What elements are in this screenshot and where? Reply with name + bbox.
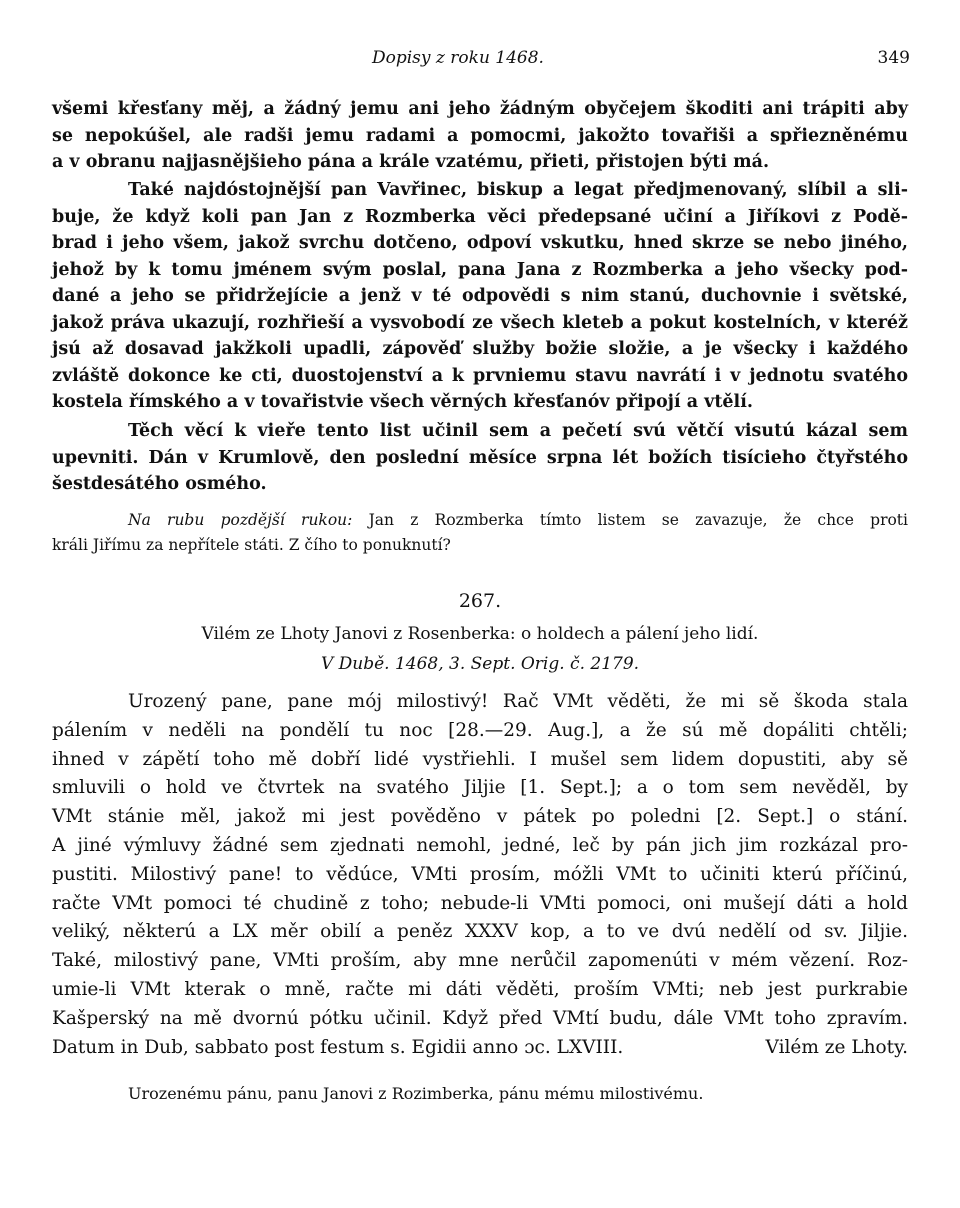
note-label: Na rubu pozdější rukou: [128, 511, 353, 529]
letter-line: Urozený pane, pane mój milostivý! Rač VMt věděti, že mi sě škoda stala [128, 691, 908, 712]
letter-line: VMt stánie měl, jakož mi jest pověděno v pátek po poledni [2. Sept.] o stání. [52, 806, 908, 828]
address-block [52, 1081, 908, 1106]
text-line: jakož práva ukazují, rozhřieší a vysvobodí ze všech kleteb a pokut kostelních, v kteréž [52, 312, 908, 333]
letter-line: umie-li VMt kterak o mně, račte mi dáti věděti, proším VMti; neb jest purkrabie [52, 978, 908, 1000]
letter-body [52, 688, 908, 1062]
paragraph-lawrence [52, 177, 908, 416]
document-source: V Dubě. 1468, 3. Sept. Orig. č. 2179. [320, 654, 640, 674]
text-line: všemi křesťany měj, a žádný jemu ani jeho žádným obyčejem škoditi ani trápiti aby [52, 99, 908, 119]
text-line: jehož by k tomu jménem svým poslal, pana Jana z Rozmberka a jeho všecky pod- [52, 259, 908, 280]
continuation-paragraph [52, 96, 908, 176]
text-line: zvláště dokonce ke cti, duostojenství a k prvniemu stavu navrátí i v jednotu svatého [52, 365, 908, 386]
text-line: buje, že když koli pan Jan z Rozmberka věci předepsané učiní a Jiříkovi z Podě- [52, 206, 908, 227]
letter-line: A jiné výmluvy žádné sem zjednati nemohl, jedné, leč by pán jich jim rozkázal pro- [52, 834, 908, 856]
note-line [52, 508, 908, 533]
letter-line: pálením v neděli na pondělí tu noc [28.—29. Aug.], a že sú mě dopáliti chtěli; [52, 719, 908, 741]
page-number: 349 [877, 48, 910, 68]
text-line: Těch věcí k vieře tento list učinil sem a pečetí svú větčí visutú kázal sem [128, 421, 908, 441]
letter-line: račte VMt pomoci té chudině z toho; nebude-li VMti pomoci, oni mušejí dáti a hold [52, 892, 908, 914]
letter-line: ihned v zápětí toho mě dobří lidé vystřiehli. I mušel sem lidem dopustiti, aby sě [52, 748, 908, 770]
letter-line: Kašperský na mě dvornú pótku učinil. Když před VMtí budu, dále VMt toho zpravím. [52, 1007, 908, 1029]
datum: Datum in Dub, sabbato post festum s. Egidii anno ɔc. LXVIII. [52, 1036, 624, 1058]
text-line: upevniti. Dán v Krumlově, den poslední měsíce srpna lét božích tisícieho čtyřstého [52, 447, 908, 468]
text-line: se nepokúšel, ale radši jemu radami a pomocmi, jakožto tovařiši a spřiezněnému [52, 125, 908, 146]
text-line: dané a jeho se přidržejície a jenž v té odpovědi s nim stanú, duchovnie i světské, [52, 286, 908, 306]
page-header [0, 48, 960, 74]
document-heading [52, 588, 908, 615]
letter-line: pustiti. Milostivý pane! to vědúce, VMti prosím, móžli VMt to učiniti kterú příčinú, [52, 863, 908, 885]
document-source-block [52, 651, 908, 678]
letter-line: veliký, některú a LX měr obilí a peněz XXXV kop, a to ve dvú nedělí od sv. Jiljie. [52, 921, 908, 943]
address: Urozenému pánu, panu Janovi z Rozimberka, pánu mému milostivému. [128, 1084, 704, 1103]
letter-line: smluvili o hold ve čtvrtek na svatého Jiljie [1. Sept.]; a o tom sem nevěděl, by [52, 777, 908, 799]
document-title-block [52, 621, 908, 648]
document-title: Vilém ze Lhoty Janovi z Rosenberka: o holdech a pálení jeho lidí. [201, 624, 759, 644]
text-line: jsú až dosavad jakžkoli upadli, zápověď služby božie složie, a je všecky i každého [52, 339, 908, 359]
text-line: Také najdóstojnější pan Vavřinec, biskup a legat předjmenovaný, slíbil a sli- [128, 180, 908, 200]
text-line: a v obranu najjasnějšieho pána a krále vzatému, přieti, přistojen býti má. [52, 152, 770, 172]
paragraph-seal [52, 418, 908, 498]
datum-line [52, 1034, 908, 1063]
editorial-note [52, 508, 908, 558]
letter-line: Také, milostivý pane, VMti proším, aby mne nerůčil zapomenúti v mém vězení. Roz- [52, 950, 908, 972]
signature: Vilém ze Lhoty. [765, 1036, 908, 1058]
document-number: 267. [458, 590, 502, 612]
running-title: Dopisy z roku 1468. [372, 48, 544, 68]
text-line: kostela římského a v tovařistvie všech věrných křesťanóv připojí a vtělí. [52, 392, 753, 412]
text-line: brad i jeho všem, jakož svrchu dotčeno, odpoví vskutku, hned skrze se nebo jiného, [52, 233, 908, 253]
note-line: králi Jiřímu za nepřítele státi. Z čího to ponuknutí? [52, 536, 451, 554]
note-text: Jan z Rozmberka tímto listem se zavazuje, že chce proti [368, 511, 908, 529]
text-line: šestdesátého osmého. [52, 474, 267, 494]
